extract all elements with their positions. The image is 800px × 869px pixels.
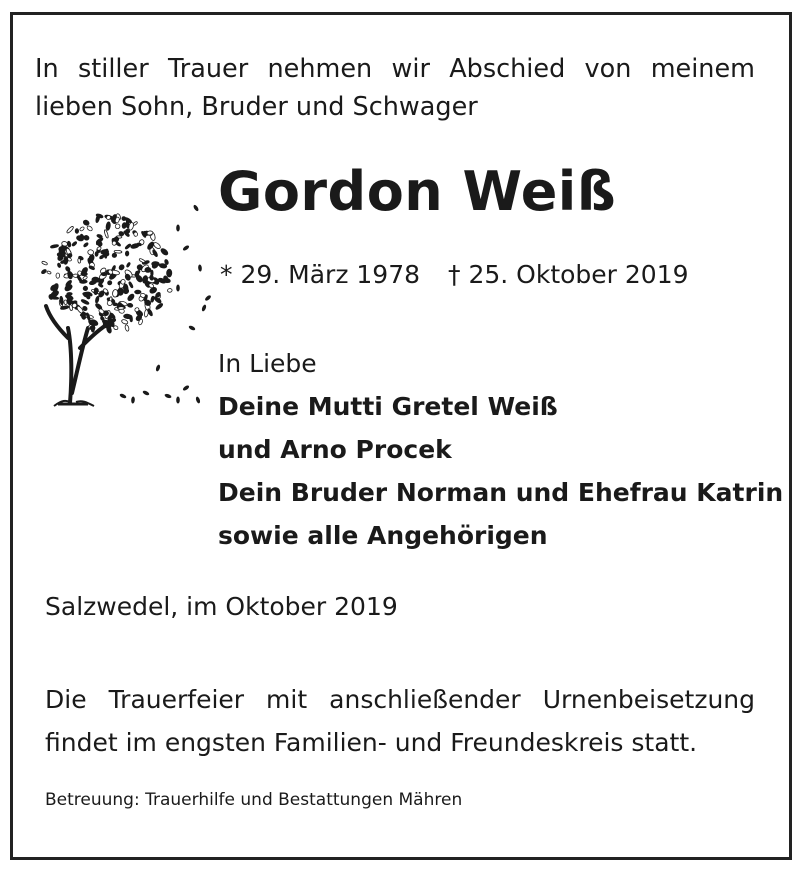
intro-text [35,50,755,126]
windblown-tree-icon [28,188,218,418]
mourner-line-3: Dein Bruder Norman und Ehefrau Katrin [218,478,784,507]
mourner-line-2: und Arno Procek [218,435,452,464]
birth-date: * 29. März 1978 [220,260,421,289]
mourner-line-1: Deine Mutti Gretel Weiß [218,392,558,421]
death-date: † 25. Oktober 2019 [448,260,689,289]
ceremony-line-1: Die Trauerfeier mit anschließender Urnenbeisetzung [45,685,755,714]
ceremony-text [45,678,755,764]
ceremony-line-2: findet im engsten Familien- und Freundeskreis statt. [45,728,698,757]
funeral-home-credit: Betreuung: Trauerhilfe und Bestattungen Mähren [45,790,463,810]
life-dates [220,260,689,289]
mourner-line-4: sowie alle Angehörigen [218,521,548,550]
intro-line-1: In stiller Trauer nehmen wir Abschied von meinem [35,54,755,84]
intro-line-2: lieben Sohn, Bruder und Schwager [35,92,478,122]
greeting: In Liebe [218,349,317,378]
deceased-name: Gordon Weiß [218,160,617,223]
mourners-block [218,342,783,557]
place-date: Salzwedel, im Oktober 2019 [45,592,398,621]
